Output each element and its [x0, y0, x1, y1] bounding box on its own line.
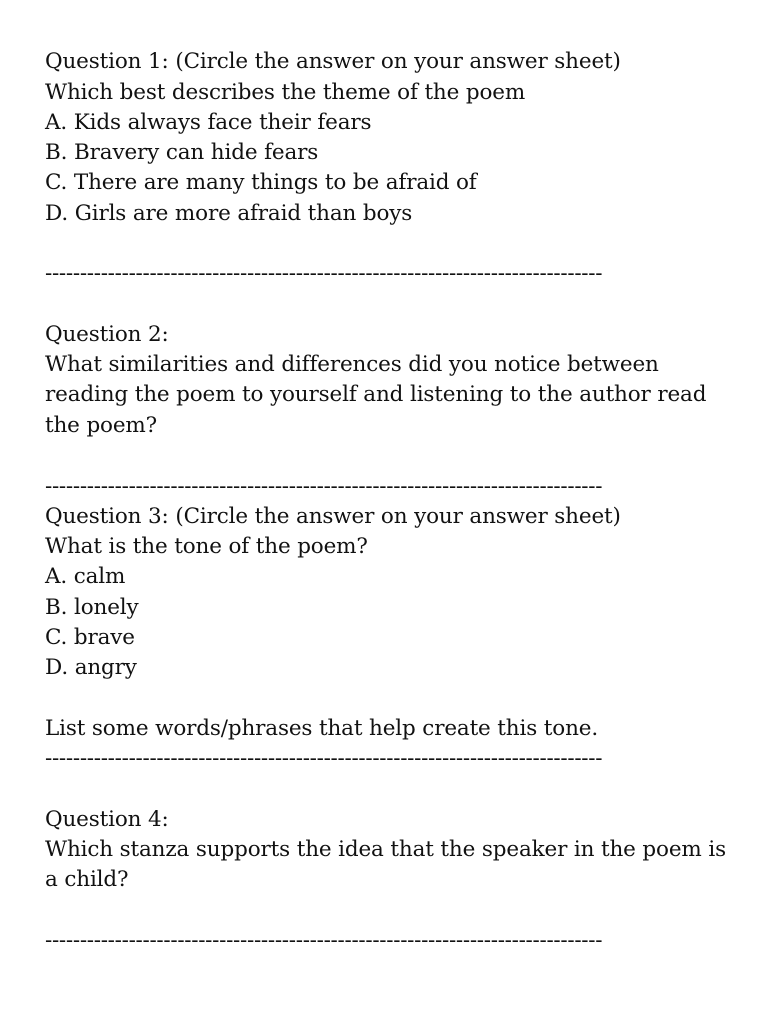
- question-3-followup: List some words/phrases that help create this tone.: [45, 716, 599, 741]
- question-4-heading: Question 4:: [45, 807, 169, 832]
- question-3-option-d: D. angry: [45, 655, 137, 680]
- question-3-option-b: B. lonely: [45, 595, 139, 620]
- question-1-option-a: A. Kids always face their fears: [45, 110, 372, 135]
- question-4-prompt-line-2: a child?: [45, 867, 129, 892]
- question-2-prompt-line-2: reading the poem to yourself and listening to the author read: [45, 382, 707, 407]
- question-2-heading: Question 2:: [45, 322, 169, 347]
- question-3-option-c: C. brave: [45, 625, 135, 650]
- question-1-option-d: D. Girls are more afraid than boys: [45, 201, 413, 226]
- question-1-option-b: B. Bravery can hide fears: [45, 140, 319, 165]
- question-2-prompt-line-3: the poem?: [45, 413, 158, 438]
- question-1-prompt: Which best describes the theme of the poem: [45, 80, 526, 105]
- question-2-prompt-line-1: What similarities and differences did you notice between: [45, 352, 659, 377]
- question-3-option-a: A. calm: [45, 564, 126, 589]
- divider-4: --------------------------------------------------------------------------------: [45, 928, 603, 953]
- divider-2: --------------------------------------------------------------------------------: [45, 474, 603, 499]
- question-1-heading: Question 1: (Circle the answer on your answer sheet): [45, 49, 621, 74]
- divider-3: --------------------------------------------------------------------------------: [45, 746, 603, 771]
- question-3-prompt: What is the tone of the poem?: [45, 534, 368, 559]
- question-1-option-c: C. There are many things to be afraid of: [45, 170, 477, 195]
- divider-1: --------------------------------------------------------------------------------: [45, 261, 603, 286]
- question-4-prompt-line-1: Which stanza supports the idea that the speaker in the poem is: [45, 837, 726, 862]
- question-3-heading: Question 3: (Circle the answer on your answer sheet): [45, 504, 621, 529]
